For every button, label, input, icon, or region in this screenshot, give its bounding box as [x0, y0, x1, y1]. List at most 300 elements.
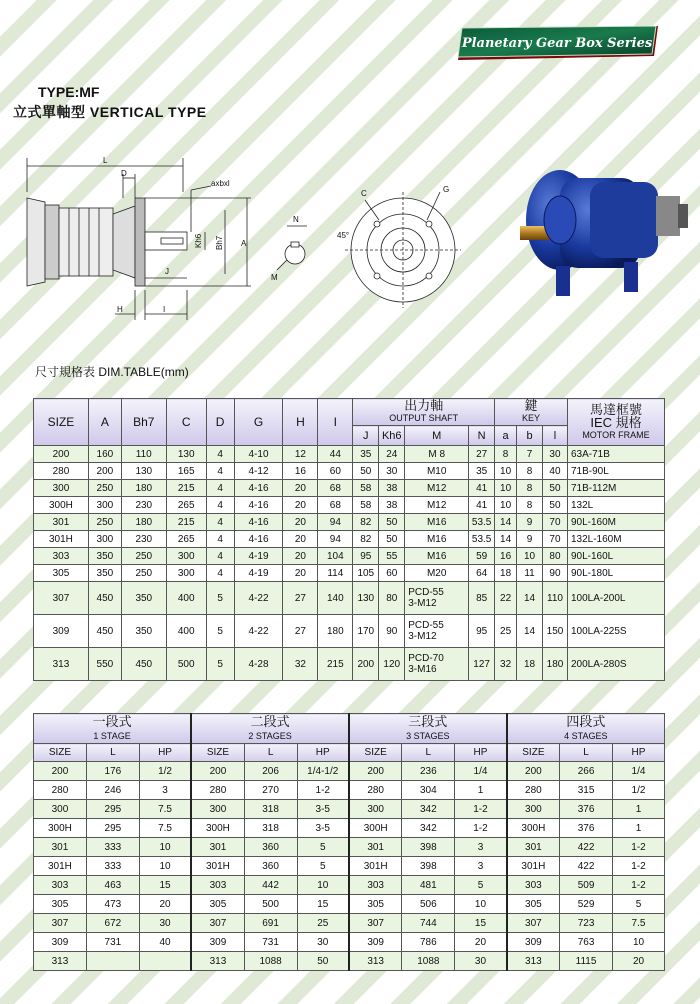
stage-group-3 [349, 714, 507, 744]
label-Bh7: Bh7 [215, 235, 224, 250]
stage-cell: 10 [139, 838, 191, 857]
stage-col-size: SIZE [507, 744, 560, 762]
stage-col-hp: HP [139, 744, 191, 762]
dim-cell: 60 [379, 565, 405, 582]
col-I: I [318, 399, 353, 446]
dim-cell: M12 [405, 497, 469, 514]
dim-cell: 4 [206, 548, 234, 565]
output-shaft-zh: 出力軸 [404, 398, 444, 413]
dim-cell: 30 [543, 446, 568, 463]
stage-cell: 7.5 [139, 800, 191, 819]
stage-cell: 313 [34, 952, 87, 971]
stage-cell: 1 [613, 819, 665, 838]
stage-cell: 307 [349, 914, 402, 933]
stage-en: 3 STAGES [406, 730, 450, 741]
stage-zh: 四段式 [566, 713, 606, 729]
stage-cell: 10 [455, 895, 507, 914]
stage-cell: 309 [34, 933, 87, 952]
dim-cell: 50 [353, 463, 379, 480]
dim-cell: 90L-180L [567, 565, 664, 582]
dim-header-row [34, 399, 665, 426]
dim-cell: 4-16 [234, 531, 283, 548]
stage-cell: 1 [613, 800, 665, 819]
stage-en: 4 STAGES [564, 730, 608, 741]
dim-cell [405, 582, 469, 615]
stage-table-row [34, 895, 665, 914]
col-M: M [405, 426, 469, 446]
stage-cell: 313 [349, 952, 402, 971]
dim-cell: 130 [121, 463, 166, 480]
dim-cell: 307 [34, 582, 89, 615]
label-L: L [103, 156, 108, 165]
dim-cell: 32 [283, 648, 318, 681]
stage-cell: 301H [507, 857, 560, 876]
motor-frame-zh: 馬達框號 [589, 401, 642, 417]
stage-cell: 301H [191, 857, 244, 876]
label-D: D [121, 169, 127, 178]
dim-cell: 4 [206, 531, 234, 548]
stage-cell: 672 [86, 914, 139, 933]
dim-cell: 64 [469, 565, 495, 582]
dim-cell: 95 [469, 615, 495, 648]
dim-cell: 82 [353, 531, 379, 548]
dim-cell: 215 [166, 514, 206, 531]
dim-cell: 100LA-225S [567, 615, 664, 648]
series-banner [458, 26, 660, 60]
dim-cell: 71B-90L [567, 463, 664, 480]
dim-cell: 309 [34, 615, 89, 648]
dim-cell: 4-19 [234, 565, 283, 582]
stage-cell: 280 [34, 781, 87, 800]
dim-cell: 9 [517, 514, 543, 531]
dim-cell: 70 [543, 531, 568, 548]
dim-cell: 450 [88, 582, 121, 615]
col-Bh7: Bh7 [121, 399, 166, 446]
motor-frame-iec: IEC 規格 [590, 414, 642, 430]
dim-cell: 16 [283, 463, 318, 480]
dim-cell: 41 [469, 480, 495, 497]
flange-front-view [345, 192, 461, 308]
dim-cell [405, 648, 469, 681]
dim-cell: 132L [567, 497, 664, 514]
dim-cell: 300 [166, 548, 206, 565]
dim-cell: 4-22 [234, 615, 283, 648]
stage-cell: 1-2 [297, 781, 349, 800]
dim-cell-line: 3-M16 [408, 664, 437, 675]
dim-cell: 20 [283, 497, 318, 514]
dim-cell: 550 [88, 648, 121, 681]
dim-cell: 90 [379, 615, 405, 648]
stage-cell: 303 [191, 876, 244, 895]
label-C: C [361, 189, 367, 198]
stage-cell: 206 [244, 762, 297, 781]
dim-cell: 10 [495, 497, 517, 514]
dim-cell: 58 [353, 497, 379, 514]
stage-col-hp: HP [455, 744, 507, 762]
stage-group-2 [191, 714, 349, 744]
label-M: M [271, 273, 278, 282]
type-title: TYPE:MF [38, 84, 100, 100]
stage-cell: 5 [297, 857, 349, 876]
dim-cell: 303 [34, 548, 89, 565]
dim-cell: 35 [353, 446, 379, 463]
dim-cell: 200LA-280S [567, 648, 664, 681]
dim-cell: 8 [517, 463, 543, 480]
col-size: SIZE [34, 399, 89, 446]
stage-cell: 398 [402, 857, 455, 876]
dim-cell: 20 [283, 531, 318, 548]
stage-table-row [34, 952, 665, 971]
dim-table-row [34, 548, 665, 565]
dim-cell: 4 [206, 480, 234, 497]
dim-cell: 180 [543, 648, 568, 681]
stage-cell: 398 [402, 838, 455, 857]
stage-cell: 1/4 [455, 762, 507, 781]
stage-cell: 360 [244, 838, 297, 857]
stage-cell: 304 [402, 781, 455, 800]
stage-cell: 763 [560, 933, 613, 952]
dim-cell: 20 [283, 480, 318, 497]
dim-cell: 35 [469, 463, 495, 480]
dim-cell: 10 [495, 463, 517, 480]
dim-table-row [34, 531, 665, 548]
dim-cell: 5 [206, 582, 234, 615]
dim-cell: 27 [283, 582, 318, 615]
dim-cell: 170 [353, 615, 379, 648]
stage-cell: 300 [507, 800, 560, 819]
dim-cell: 20 [283, 548, 318, 565]
stage-cell: 15 [297, 895, 349, 914]
stage-cell: 509 [560, 876, 613, 895]
stage-cell: 422 [560, 857, 613, 876]
dim-cell: 350 [88, 565, 121, 582]
stage-cell: 15 [455, 914, 507, 933]
stage-table-row [34, 933, 665, 952]
stage-col-hp: HP [297, 744, 349, 762]
stage-cell: 301H [349, 857, 402, 876]
dim-cell: 180 [121, 480, 166, 497]
dim-cell: M16 [405, 531, 469, 548]
dim-cell: 5 [206, 615, 234, 648]
label-axbxl: axbxl [211, 179, 230, 188]
dim-cell: 230 [121, 497, 166, 514]
stage-cell: 360 [244, 857, 297, 876]
dim-cell: 120 [379, 648, 405, 681]
dim-cell: 105 [353, 565, 379, 582]
stage-cell: 7.5 [139, 819, 191, 838]
stage-cell: 1088 [244, 952, 297, 971]
dim-cell: 44 [318, 446, 353, 463]
col-a: a [495, 426, 517, 446]
stage-cell: 5 [613, 895, 665, 914]
dim-cell: 32 [495, 648, 517, 681]
dim-cell: 300 [88, 531, 121, 548]
stage-cell: 30 [297, 933, 349, 952]
dim-cell: 114 [318, 565, 353, 582]
stage-table-row [34, 781, 665, 800]
dim-cell: 300 [34, 480, 89, 497]
dim-cell: 22 [495, 582, 517, 615]
stage-cell: 342 [402, 819, 455, 838]
dim-table-caption: 尺寸規格表 DIM.TABLE(mm) [35, 365, 189, 379]
dim-cell: 350 [88, 548, 121, 565]
dim-cell: 5 [206, 648, 234, 681]
dim-cell: 68 [318, 480, 353, 497]
stage-zh: 三段式 [408, 713, 448, 729]
stage-cell: 236 [402, 762, 455, 781]
dim-cell: 27 [283, 615, 318, 648]
stage-cell: 305 [34, 895, 87, 914]
stage-cell: 500 [244, 895, 297, 914]
dim-cell: 110 [543, 582, 568, 615]
stage-cell: 301 [507, 838, 560, 857]
stage-cell: 50 [297, 952, 349, 971]
dim-cell: 132L-160M [567, 531, 664, 548]
dim-cell: 4 [206, 463, 234, 480]
stage-cell: 506 [402, 895, 455, 914]
dim-cell: 70 [543, 514, 568, 531]
dim-cell: 180 [318, 615, 353, 648]
stage-cell: 3-5 [297, 800, 349, 819]
dim-cell: 14 [517, 582, 543, 615]
stage-cell: 723 [560, 914, 613, 933]
stage-col-size: SIZE [349, 744, 402, 762]
dim-cell: 90L-160L [567, 548, 664, 565]
dim-table-row [34, 514, 665, 531]
col-Kh6: Kh6 [379, 426, 405, 446]
dim-cell: 300H [34, 497, 89, 514]
stage-cell: 200 [507, 762, 560, 781]
dim-cell: 53.5 [469, 514, 495, 531]
dim-cell: 127 [469, 648, 495, 681]
stage-table-row [34, 762, 665, 781]
stage-cell: 3 [139, 781, 191, 800]
stage-cell: 333 [86, 838, 139, 857]
stage-cell: 1-2 [613, 857, 665, 876]
stage-cell: 463 [86, 876, 139, 895]
label-N: N [293, 215, 299, 224]
stage-cell: 300 [349, 800, 402, 819]
stage-cell: 280 [507, 781, 560, 800]
dim-cell: 4 [206, 514, 234, 531]
dim-cell: 60 [318, 463, 353, 480]
banner-title: Planetary Gear Box Series [461, 36, 653, 51]
dim-cell: 4 [206, 446, 234, 463]
stage-cell: 30 [139, 914, 191, 933]
dim-cell: 82 [353, 514, 379, 531]
dim-cell-line: PCD-55 [408, 587, 444, 598]
label-Kh6: Kh6 [194, 233, 203, 248]
stage-cell: 481 [402, 876, 455, 895]
dim-cell: 160 [88, 446, 121, 463]
dim-cell: 94 [318, 531, 353, 548]
dim-cell: M16 [405, 514, 469, 531]
stage-group-4 [507, 714, 665, 744]
dim-cell: 4-10 [234, 446, 283, 463]
gearbox-photo [520, 160, 692, 310]
stage-cell: 309 [507, 933, 560, 952]
stage-cell: 442 [244, 876, 297, 895]
stage-cell: 1115 [560, 952, 613, 971]
motor-frame-group [567, 399, 664, 446]
dim-cell: 40 [543, 463, 568, 480]
dim-cell: 58 [353, 480, 379, 497]
stage-cell: 1 [455, 781, 507, 800]
dim-cell: 30 [379, 463, 405, 480]
col-C: C [166, 399, 206, 446]
stage-cell: 300H [34, 819, 87, 838]
label-G: G [443, 185, 450, 194]
dim-cell: 350 [121, 582, 166, 615]
dim-cell: 24 [379, 446, 405, 463]
stage-cell [86, 952, 139, 971]
stage-cell: 744 [402, 914, 455, 933]
dim-cell: 12 [283, 446, 318, 463]
stage-cell: 1/2 [139, 762, 191, 781]
stage-cell: 1/4 [613, 762, 665, 781]
dim-cell: 215 [318, 648, 353, 681]
dim-cell: 200 [34, 446, 89, 463]
stage-cell: 305 [349, 895, 402, 914]
stage-cell: 691 [244, 914, 297, 933]
dim-cell: 55 [379, 548, 405, 565]
stage-table-row [34, 876, 665, 895]
dim-cell-line: 3-M12 [408, 631, 437, 642]
key-en: KEY [522, 413, 541, 423]
stage-cell: 295 [86, 819, 139, 838]
stage-cell: 473 [86, 895, 139, 914]
stage-group-1 [34, 714, 192, 744]
dim-cell: 250 [88, 514, 121, 531]
dim-cell: 165 [166, 463, 206, 480]
stage-cell: 1-2 [613, 876, 665, 895]
col-H: H [283, 399, 318, 446]
dim-cell: M20 [405, 565, 469, 582]
stage-cell: 30 [455, 952, 507, 971]
stage-cell: 307 [34, 914, 87, 933]
dim-cell: 11 [517, 565, 543, 582]
dim-cell: 38 [379, 497, 405, 514]
dim-cell: 18 [517, 648, 543, 681]
stage-cell: 300H [507, 819, 560, 838]
col-l: l [543, 426, 568, 446]
label-I: I [163, 305, 166, 314]
stage-cell: 313 [191, 952, 244, 971]
dim-cell: 8 [517, 497, 543, 514]
dim-table-row [34, 565, 665, 582]
dim-cell: 85 [469, 582, 495, 615]
dim-cell: M12 [405, 480, 469, 497]
col-A: A [88, 399, 121, 446]
dim-cell-line: PCD-55 [408, 620, 444, 631]
stage-cell: 270 [244, 781, 297, 800]
dim-cell: 68 [318, 497, 353, 514]
stage-cell: 300 [191, 800, 244, 819]
col-D: D [206, 399, 234, 446]
stage-col-l: L [86, 744, 139, 762]
label-A: A [241, 239, 247, 248]
key-group [495, 399, 568, 426]
dim-cell: 230 [121, 531, 166, 548]
dim-cell: 90L-160M [567, 514, 664, 531]
dim-cell: 4-12 [234, 463, 283, 480]
dim-cell: 180 [121, 514, 166, 531]
dim-cell: 110 [121, 446, 166, 463]
dim-table-row [34, 582, 665, 615]
dim-cell: 94 [318, 514, 353, 531]
stage-cell: 1-2 [613, 838, 665, 857]
stage-cell: 20 [139, 895, 191, 914]
stage-cell: 5 [297, 838, 349, 857]
stage-cell: 10 [613, 933, 665, 952]
dim-cell: 305 [34, 565, 89, 582]
stage-cell: 303 [349, 876, 402, 895]
dim-cell: 50 [379, 514, 405, 531]
stage-cell: 309 [349, 933, 402, 952]
col-J: J [353, 426, 379, 446]
dimension-table [33, 398, 665, 681]
dim-cell: 7 [517, 446, 543, 463]
stage-cell: 305 [191, 895, 244, 914]
stage-table-row [34, 838, 665, 857]
dim-table-row [34, 446, 665, 463]
dim-cell: 301 [34, 514, 89, 531]
stage-cell: 1/2 [613, 781, 665, 800]
dim-cell: 250 [121, 548, 166, 565]
stage-subheader-row [34, 744, 665, 762]
stage-col-hp: HP [613, 744, 665, 762]
dim-cell: 53.5 [469, 531, 495, 548]
dim-cell: 9 [517, 531, 543, 548]
dim-cell: 300 [166, 565, 206, 582]
dim-cell: 50 [543, 480, 568, 497]
stage-table-row [34, 800, 665, 819]
dim-cell: 80 [379, 582, 405, 615]
stage-col-size: SIZE [191, 744, 244, 762]
dim-cell: 14 [517, 615, 543, 648]
stage-en: 2 STAGES [248, 730, 292, 741]
dim-cell: 400 [166, 582, 206, 615]
stage-cell: 1-2 [455, 800, 507, 819]
dim-cell: 25 [495, 615, 517, 648]
dim-cell: 90 [543, 565, 568, 582]
dim-cell: 4-22 [234, 582, 283, 615]
dim-cell: 50 [379, 531, 405, 548]
stage-cell: 10 [139, 857, 191, 876]
col-b: b [517, 426, 543, 446]
dimension-drawings [15, 150, 485, 330]
stage-cell: 280 [349, 781, 402, 800]
dim-cell: 350 [121, 615, 166, 648]
label-H: H [117, 305, 123, 314]
dim-cell: 4-28 [234, 648, 283, 681]
stage-table-row [34, 819, 665, 838]
dim-cell: 300 [88, 497, 121, 514]
stage-cell: 333 [86, 857, 139, 876]
stage-col-l: L [402, 744, 455, 762]
dim-cell: 250 [88, 480, 121, 497]
dim-cell: 104 [318, 548, 353, 565]
dim-cell: 38 [379, 480, 405, 497]
dim-table-row [34, 648, 665, 681]
dim-cell: 301H [34, 531, 89, 548]
stage-cell: 313 [507, 952, 560, 971]
dim-cell: 265 [166, 497, 206, 514]
dim-cell: 50 [543, 497, 568, 514]
dim-cell: 200 [353, 648, 379, 681]
stage-cell: 200 [34, 762, 87, 781]
stage-cell: 301 [349, 838, 402, 857]
